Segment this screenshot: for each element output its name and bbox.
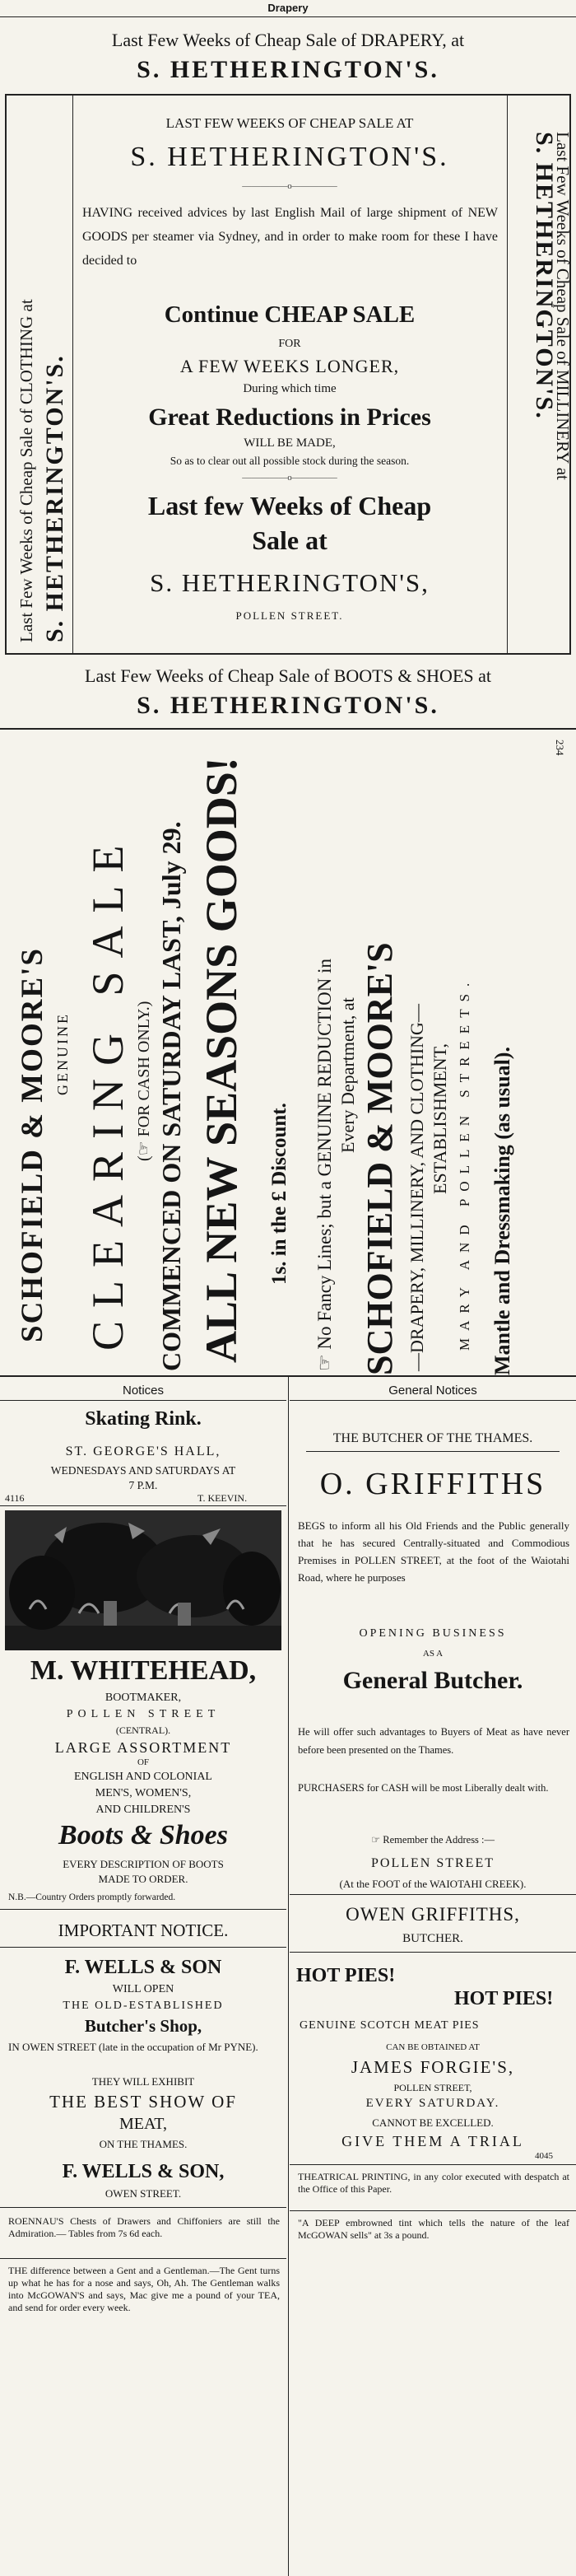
general-butcher: General Butcher. [342,1667,523,1694]
mens-womens: MEN'S, WOMEN'S, [95,1787,192,1799]
central: (CENTRAL). [115,1724,171,1736]
center-heading: LAST FEW WEEKS OF CHEAP SALE AT [165,115,414,131]
schofield-col11: —DRAPERY, MILLINERY, AND CLOTHING— [406,1004,427,1371]
nb-note: N.B.—Country Orders promptly forwarded. [8,1892,176,1902]
schofield-col2: GENUINE [54,1012,71,1095]
butcher-of-thames: THE BUTCHER OF THE THAMES. [332,1431,533,1445]
clothing-vertical-line: Last Few Weeks of Cheap Sale of CLOTHING at [16,299,36,642]
griffiths-name: O. GRIFFITHS [319,1467,546,1501]
ornament-divider: —————o————— [242,181,337,191]
purchasers: PURCHASERS for CASH will be most Liberally dealt with. [298,1782,549,1794]
boots-name: S. HETHERINGTON'S. [137,692,439,719]
schofield-col10: SCHOFIELD & MOORE'S [360,942,400,1375]
best-show: THE BEST SHOW OF [49,2092,237,2112]
center-name: S. HETHERINGTON'S. [130,142,449,172]
left-col-header: Notices [122,1384,165,1398]
theatrical-printing: THEATRICAL PRINTING, in any color executed with despatch at the Office of this Paper. [298,2171,569,2195]
schofield-col7: 1s. in the £ Discount. [268,1103,290,1285]
section-header: Drapery [267,2,309,14]
center-body: HAVING received advices by last English Mail of large shipment of NEW GOODS per steamer via Sydney, and in order to make room for these I have decided to [82,206,498,268]
schofield-col12: ESTABLISHMENT, [430,1043,450,1194]
schofield-number: 234 [554,740,566,756]
as-a: AS A [422,1649,444,1659]
skating-days: WEDNESDAYS AND SATURDAYS AT [50,1464,236,1477]
can-be-obtained: CAN BE OBTAINED AT [386,2042,480,2052]
pollen-street-right: POLLEN STREET, [393,2082,472,2093]
made-to-order: MADE TO ORDER. [98,1873,188,1885]
butcher-label: BUTCHER. [402,1932,463,1945]
advantages: He will offer such advantages to Buyers of Meat as have never before been presented on the Thames. [298,1726,569,1756]
genuine-scotch: GENUINE SCOTCH MEAT PIES [300,2019,480,2032]
forgies: JAMES FORGIE'S, [351,2057,515,2077]
great-reductions: Great Reductions in Prices [148,404,431,431]
owen-griffiths: OWEN GRIFFITHS, [346,1904,520,1925]
on-thames: ON THE THAMES. [99,2138,188,2150]
whitehead-name: M. WHITEHEAD, [30,1655,257,1686]
sale-at: Sale at [252,525,327,555]
schofield-col9: Every Department, at [337,997,358,1153]
they-will-exhibit: THEY WILL EXHIBIT [91,2075,195,2088]
schofield-col13: MARY AND POLLEN STREETS. [457,975,472,1351]
trial-number: 4045 [535,2151,553,2161]
large-assortment: LARGE ASSORTMENT [54,1739,232,1756]
english-colonial: ENGLISH AND COLONIAL [74,1771,212,1783]
skating-hall: ST. GEORGE'S HALL, [65,1444,221,1458]
pollen-street-left: POLLEN STREET [66,1708,221,1720]
hot-pies-2: HOT PIES! [454,1988,554,2009]
important-notice: IMPORTANT NOTICE. [58,1920,229,1940]
skating-keevin: T. KEEVIN. [197,1492,248,1504]
cannot-be-excelled: CANNOT BE EXCELLED. [372,2116,494,2129]
skating-number: 4116 [5,1492,25,1504]
for-label: FOR [278,338,301,350]
boots-shoes: Boots & Shoes [58,1820,228,1850]
embrowned-note: "A DEEP embrowned tint which tells the nature of the leaf McGOWAN sells" at 3s a pound. [298,2217,569,2241]
clear-out: So as to clear out all possible stock during the season. [170,455,410,467]
old-established: THE OLD-ESTABLISHED [63,2000,224,2012]
ornament-divider-2: —————o————— [242,473,337,483]
give-them-a-trial: GIVE THEM A TRIAL [341,2133,524,2149]
schofield-col1: SCHOFIELD & MOORE'S [16,947,49,1342]
wells-name: F. WELLS & SON [64,1957,222,1978]
schofield-col4: (☞ FOR CASH ONLY.) [135,1001,153,1161]
millinery-vertical-name: S. HETHERINGTON'S. [531,132,558,420]
begs-body: BEGS to inform all his Old Friends and the Public generally that he has secured Centrally-situated and Commodious Premises in POLLEN STREET, at the foot of the Waiotahi Road, where he purposes [298,1519,569,1584]
during-which: During which time [243,382,337,395]
and-childrens: AND CHILDREN'S [95,1804,191,1816]
boots-line: Last Few Weeks of Cheap Sale of BOOTS & SHOES at [85,665,491,686]
boot-shop-woodcut [5,1510,281,1650]
foot-waiotahi: (At the FOOT of the WAIOTAHI CREEK). [339,1878,527,1890]
schofield-col6: ALL NEW SEASONS GOODS! [197,757,246,1363]
millinery-vertical-line: Last Few Weeks of Cheap Sale of MILLINERY at [553,132,573,480]
bootmaker: BOOTMAKER, [105,1692,182,1704]
every-saturday: EVERY SATURDAY. [365,2097,500,2110]
hetherington-top-name: S. HETHERINGTON'S. [137,56,439,83]
pollen-address: POLLEN STREET [371,1856,495,1870]
schofield-col14: Mantle and Dressmaking (as usual). [490,1047,514,1375]
pollen-street: POLLEN STREET. [235,609,344,622]
meat: MEAT, [119,2115,167,2133]
will-open: WILL OPEN [112,1983,174,1995]
continue-sale: Continue CHEAP SALE [164,301,416,328]
schofield-col3: CLEARING SALE [83,832,132,1351]
hot-pies-1: HOT PIES! [296,1965,396,1986]
remember-address: ☞ Remember the Address :— [370,1834,495,1846]
wells-name-2: F. WELLS & SON, [62,2161,225,2182]
owen-street-desc: IN OWEN STREET (late in the occupation of Mr PYNE). [8,2041,258,2053]
schofield-col5: COMMENCED ON SATURDAY LAST, July 29. [156,821,186,1371]
skating-title: Skating Rink. [85,1408,202,1430]
last-few-weeks: Last few Weeks of Cheap [147,491,432,520]
few-weeks-longer: A FEW WEEKS LONGER, [179,356,400,376]
right-col-header: General Notices [388,1384,477,1398]
clothing-vertical-name: S. HETHERINGTON'S. [41,354,68,642]
difference-note: THE difference between a Gent and a Gentleman.—The Gent turns up what he has for a nose and says, Oh, Ah. The Gentleman walks into McGOWAN'S and says, Mac give me a pound of your TEA, and send for order every week. [8,2265,280,2313]
bottom-name: S. HETHERINGTON'S, [150,568,430,597]
butchers-shop: Butcher's Shop, [84,2016,202,2036]
schofield-col8: ☞ No Fancy Lines; but a GENUINE REDUCTION in [314,959,335,1371]
of-label: OF [137,1757,150,1767]
will-be-made: WILL BE MADE, [244,436,336,450]
roennau-note: ROENNAU'S Chests of Drawers and Chiffoniers are still the Admiration.— Tables from 7s 6d each. [8,2215,280,2239]
opening-business: OPENING BUSINESS [359,1627,507,1640]
owen-street-2: OWEN STREET. [105,2187,182,2200]
every-description: EVERY DESCRIPTION OF BOOTS [63,1858,224,1870]
hetherington-top-line: Last Few Weeks of Cheap Sale of DRAPERY, at [111,30,465,50]
skating-time: 7 P.M. [128,1479,158,1491]
